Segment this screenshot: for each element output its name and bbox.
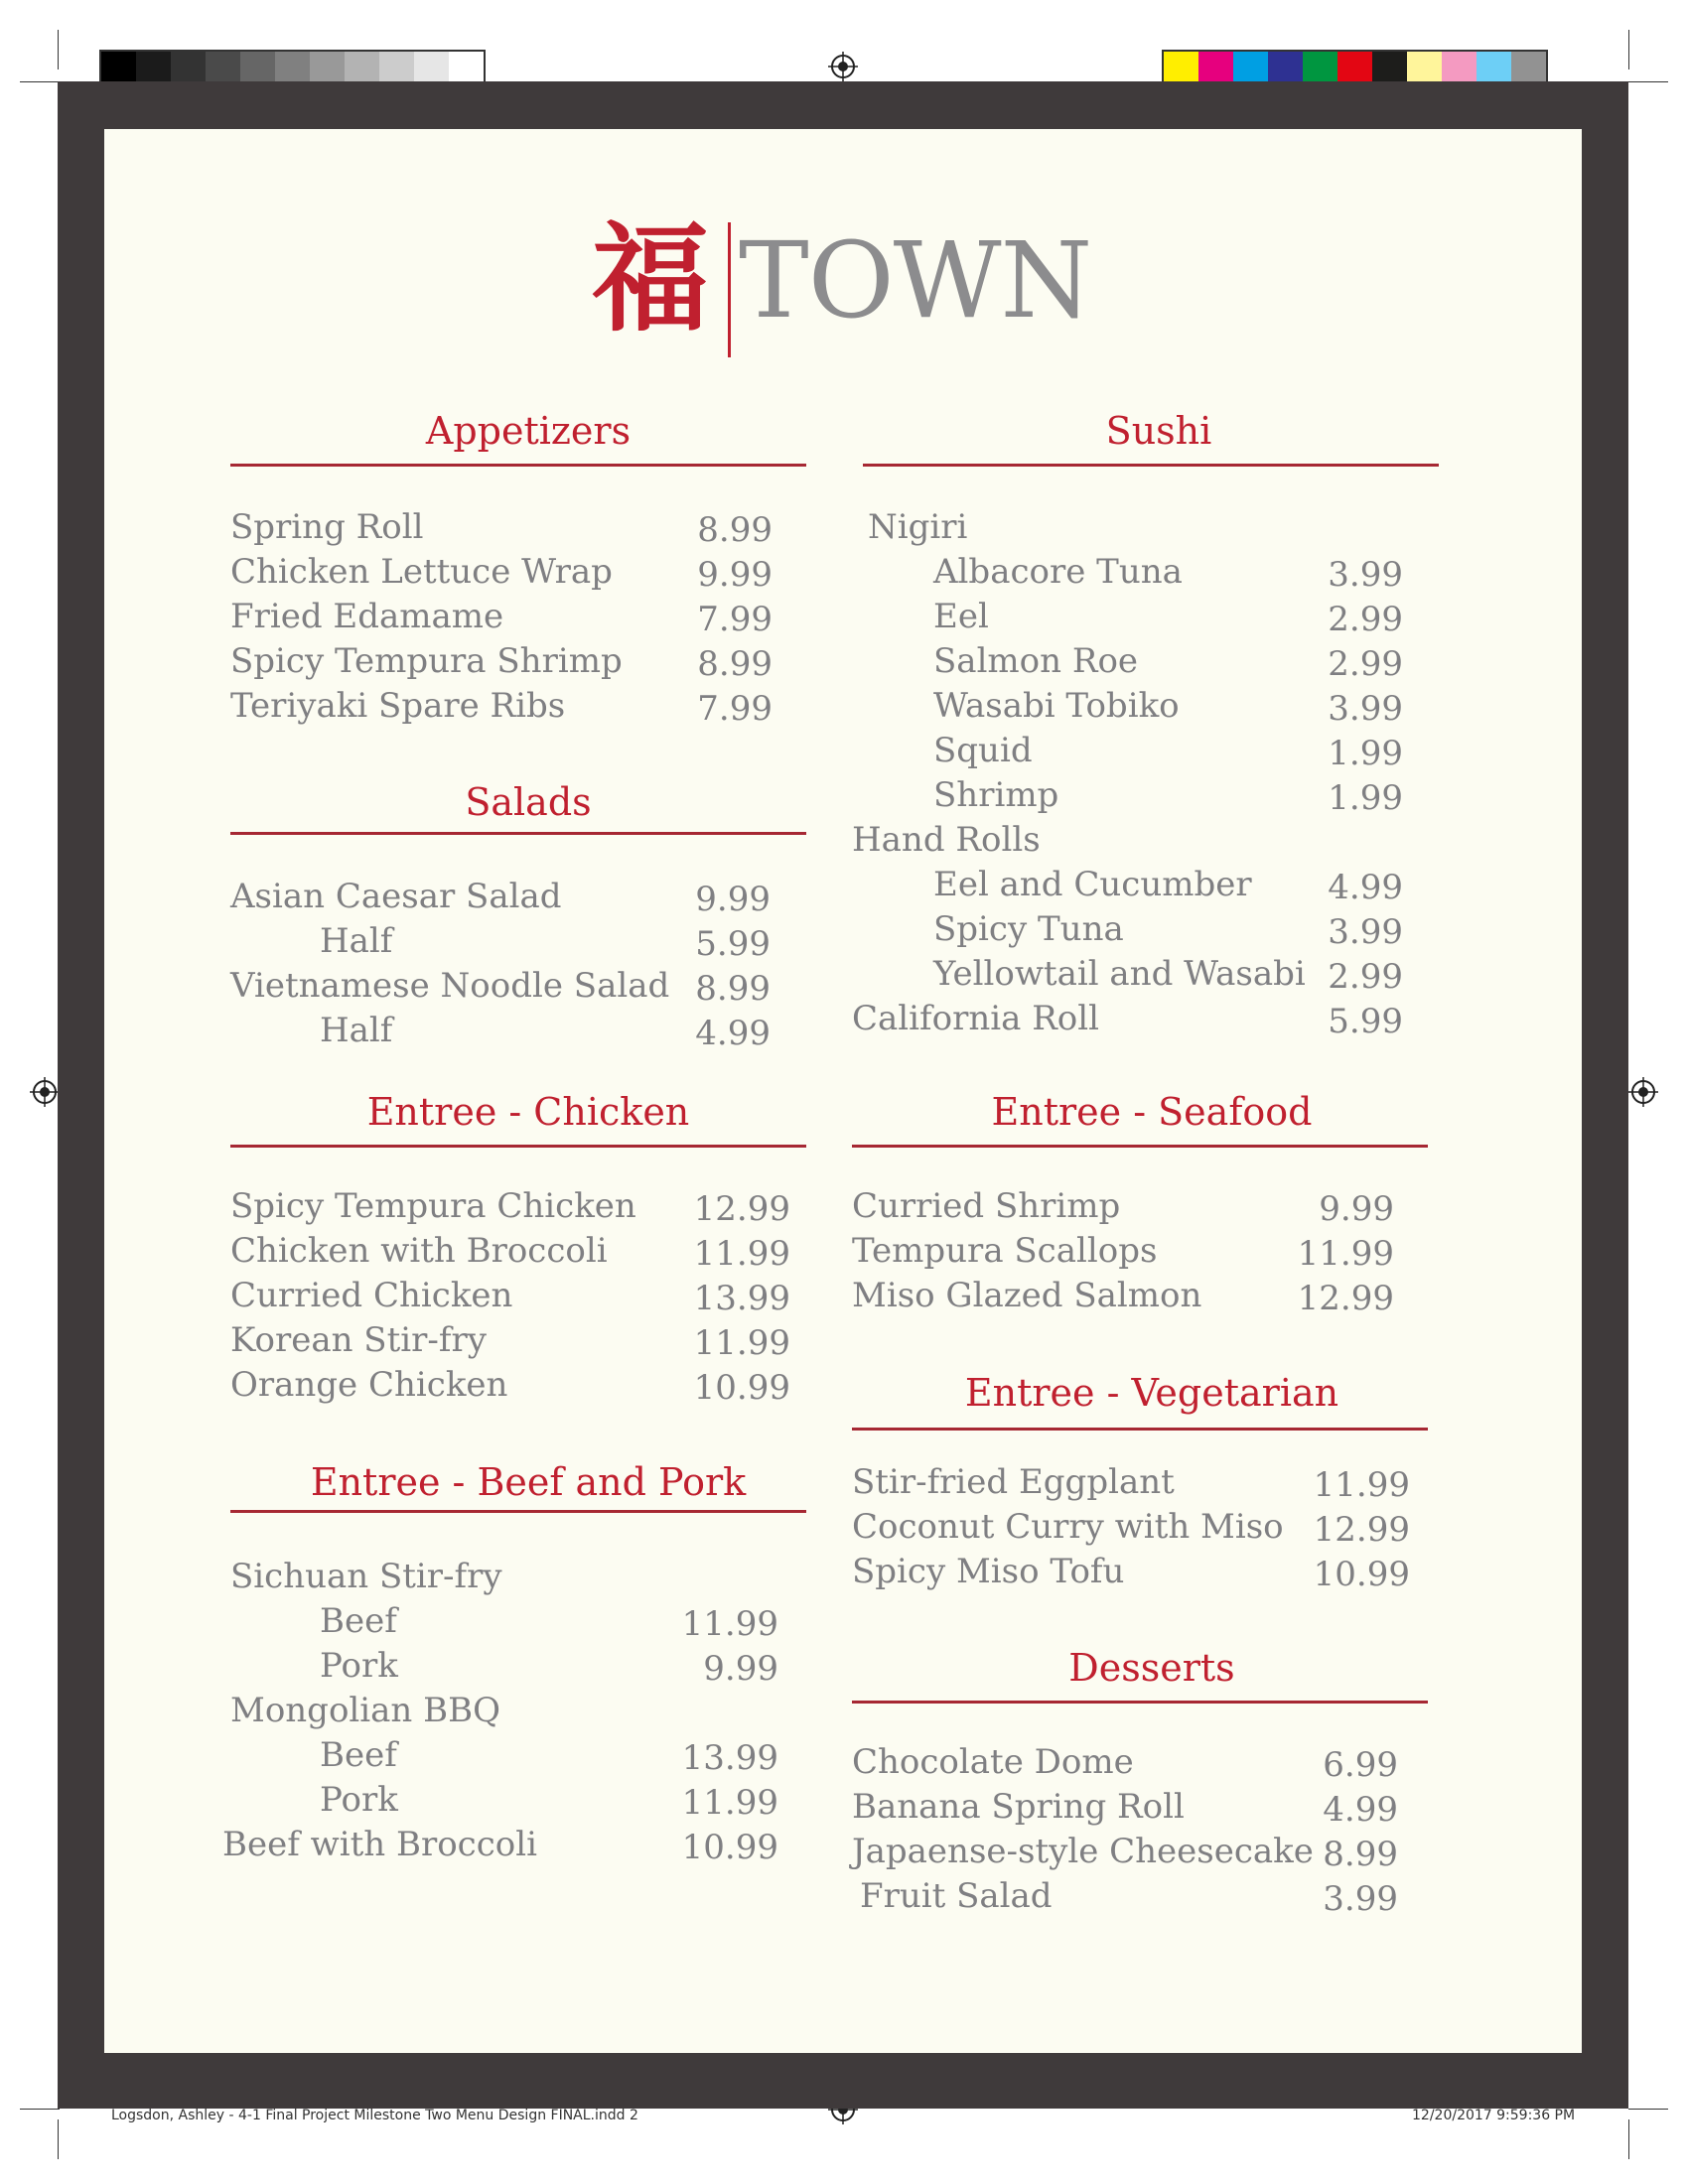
menu-item-name: Korean Stir-fry: [230, 1320, 487, 1360]
menu-item-name: Teriyaki Spare Ribs: [230, 686, 566, 726]
menu-item-name: Nigiri: [868, 507, 968, 547]
menu-item-price: 10.99: [693, 1368, 790, 1408]
menu-item-price: 13.99: [681, 1738, 778, 1778]
menu-item-name: Fruit Salad: [860, 1876, 1053, 1916]
logo-wordmark: TOWN: [739, 219, 1092, 341]
menu-item-name: Chicken with Broccoli: [230, 1231, 608, 1271]
menu-item-price: 12.99: [693, 1189, 790, 1229]
menu-item-name: Spring Roll: [230, 507, 424, 547]
menu-item-price: 3.99: [1328, 912, 1403, 952]
menu-item-price: 8.99: [697, 644, 773, 684]
menu-item-name: Banana Spring Roll: [852, 1787, 1185, 1827]
menu-item-name: Sichuan Stir-fry: [230, 1557, 502, 1596]
menu-item-price: 11.99: [681, 1604, 778, 1644]
logo-character: 福: [592, 209, 710, 347]
menu-item-name: Fried Edamame: [230, 597, 504, 636]
menu-item-price: 7.99: [697, 600, 773, 639]
menu-item-name: Chocolate Dome: [852, 1742, 1134, 1782]
menu-item-price: 4.99: [1323, 1790, 1398, 1830]
crop-mark: [1628, 81, 1668, 82]
menu-item-price: 9.99: [697, 555, 773, 595]
crop-mark: [20, 2109, 60, 2110]
menu-item-price: 9.99: [1319, 1189, 1394, 1229]
menu-item-price: 11.99: [1313, 1465, 1410, 1505]
menu-item-name: Eel: [933, 597, 989, 636]
crop-mark: [1628, 30, 1629, 69]
menu-item-price: 5.99: [695, 924, 771, 964]
menu-item-name: Chicken Lettuce Wrap: [230, 552, 613, 592]
menu-item-price: 6.99: [1323, 1745, 1398, 1785]
menu-item-price: 2.99: [1328, 644, 1403, 684]
menu-item-name: Vietnamese Noodle Salad: [230, 966, 670, 1006]
section-divider: [230, 464, 806, 467]
section-title-vegetarian: Entree - Vegetarian: [964, 1371, 1339, 1415]
menu-item-price: 9.99: [703, 1649, 778, 1689]
menu-item-price: 3.99: [1328, 555, 1403, 595]
section-divider: [863, 464, 1439, 467]
menu-item-price: 11.99: [693, 1234, 790, 1274]
menu-item-price: 8.99: [1323, 1835, 1398, 1874]
menu-item-name: Spicy Tempura Shrimp: [230, 641, 623, 681]
menu-item-name: Salmon Roe: [933, 641, 1139, 681]
crop-mark: [58, 2119, 59, 2159]
menu-item-name: Pork: [320, 1780, 398, 1820]
menu-item-price: 11.99: [1297, 1234, 1394, 1274]
registration-mark-icon: [828, 52, 858, 81]
menu-item-price: 8.99: [695, 969, 771, 1009]
registration-mark-icon: [30, 1077, 60, 1107]
section-divider: [852, 1701, 1428, 1704]
section-divider: [230, 832, 806, 835]
section-title-desserts: Desserts: [1068, 1646, 1235, 1690]
section-title-seafood: Entree - Seafood: [991, 1090, 1313, 1134]
menu-item-name: Stir-fried Eggplant: [852, 1462, 1175, 1502]
section-divider: [230, 1145, 806, 1148]
menu-item-price: 1.99: [1328, 778, 1403, 818]
menu-item-price: 11.99: [693, 1323, 790, 1363]
menu-item-price: 3.99: [1323, 1879, 1398, 1919]
menu-item-name: Hand Rolls: [852, 820, 1041, 860]
menu-item-price: 13.99: [693, 1279, 790, 1318]
menu-item-name: Tempura Scallops: [852, 1231, 1158, 1271]
menu-item-name: Orange Chicken: [230, 1365, 508, 1405]
menu-item-price: 2.99: [1328, 957, 1403, 997]
section-title-beef-pork: Entree - Beef and Pork: [310, 1460, 747, 1504]
crop-mark: [1628, 2119, 1629, 2159]
menu-item-name: Spicy Miso Tofu: [852, 1552, 1125, 1591]
menu-item-name: Wasabi Tobiko: [933, 686, 1180, 726]
menu-item-price: 10.99: [681, 1828, 778, 1867]
menu-item-name: Beef: [320, 1601, 397, 1641]
footer-timestamp: 12/20/2017 9:59:36 PM: [1412, 2108, 1576, 2123]
footer-file-info: Logsdon, Ashley - 4-1 Final Project Milestone Two Menu Design FINAL.indd 2: [111, 2108, 638, 2123]
menu-item-price: 12.99: [1313, 1510, 1410, 1550]
menu-item-name: Spicy Tuna: [933, 909, 1124, 949]
menu-item-name: Yellowtail and Wasabi: [933, 954, 1306, 994]
section-title-sushi: Sushi: [1105, 409, 1212, 453]
section-divider: [852, 1428, 1428, 1431]
menu-item-name: Curried Chicken: [230, 1276, 513, 1315]
menu-item-name: Curried Shrimp: [852, 1186, 1121, 1226]
menu-item-name: Mongolian BBQ: [230, 1691, 500, 1730]
section-title-salads: Salads: [465, 780, 592, 824]
menu-item-name: Beef: [320, 1735, 397, 1775]
menu-item-name: Albacore Tuna: [933, 552, 1183, 592]
section-title-appetizers: Appetizers: [425, 409, 632, 453]
menu-item-price: 12.99: [1297, 1279, 1394, 1318]
menu-item-price: 5.99: [1328, 1002, 1403, 1041]
menu-item-price: 4.99: [1328, 868, 1403, 907]
section-title-chicken: Entree - Chicken: [366, 1090, 690, 1134]
menu-item-price: 7.99: [697, 689, 773, 729]
menu-item-name: Beef with Broccoli: [222, 1825, 537, 1864]
menu-item-name: Asian Caesar Salad: [230, 877, 562, 916]
crop-mark: [1628, 2109, 1668, 2110]
menu-item-price: 9.99: [695, 880, 771, 919]
menu-item-name: California Roll: [852, 999, 1100, 1038]
crop-mark: [20, 81, 60, 82]
registration-mark-icon: [1628, 1077, 1658, 1107]
menu-item-price: 4.99: [695, 1014, 771, 1053]
menu-item-name: Japaense-style Cheesecake: [852, 1832, 1314, 1871]
menu-item-price: 3.99: [1328, 689, 1403, 729]
section-divider: [852, 1145, 1428, 1148]
menu-item-name: Eel and Cucumber: [933, 865, 1252, 904]
menu-item-name: Coconut Curry with Miso: [852, 1507, 1284, 1547]
menu-item-price: 10.99: [1313, 1555, 1410, 1594]
menu-item-name: Miso Glazed Salmon: [852, 1276, 1202, 1315]
menu-item-price: 2.99: [1328, 600, 1403, 639]
menu-item-name: Half: [320, 921, 393, 961]
logo-divider: [728, 222, 731, 357]
section-divider: [230, 1510, 806, 1513]
menu-item-price: 11.99: [681, 1783, 778, 1823]
menu-item-price: 8.99: [697, 510, 773, 550]
menu-item-name: Squid: [933, 731, 1033, 770]
menu-item-name: Half: [320, 1011, 393, 1050]
menu-item-name: Pork: [320, 1646, 398, 1686]
menu-item-price: 1.99: [1328, 734, 1403, 773]
menu-item-name: Shrimp: [933, 775, 1059, 815]
crop-mark: [58, 30, 59, 69]
menu-item-name: Spicy Tempura Chicken: [230, 1186, 636, 1226]
